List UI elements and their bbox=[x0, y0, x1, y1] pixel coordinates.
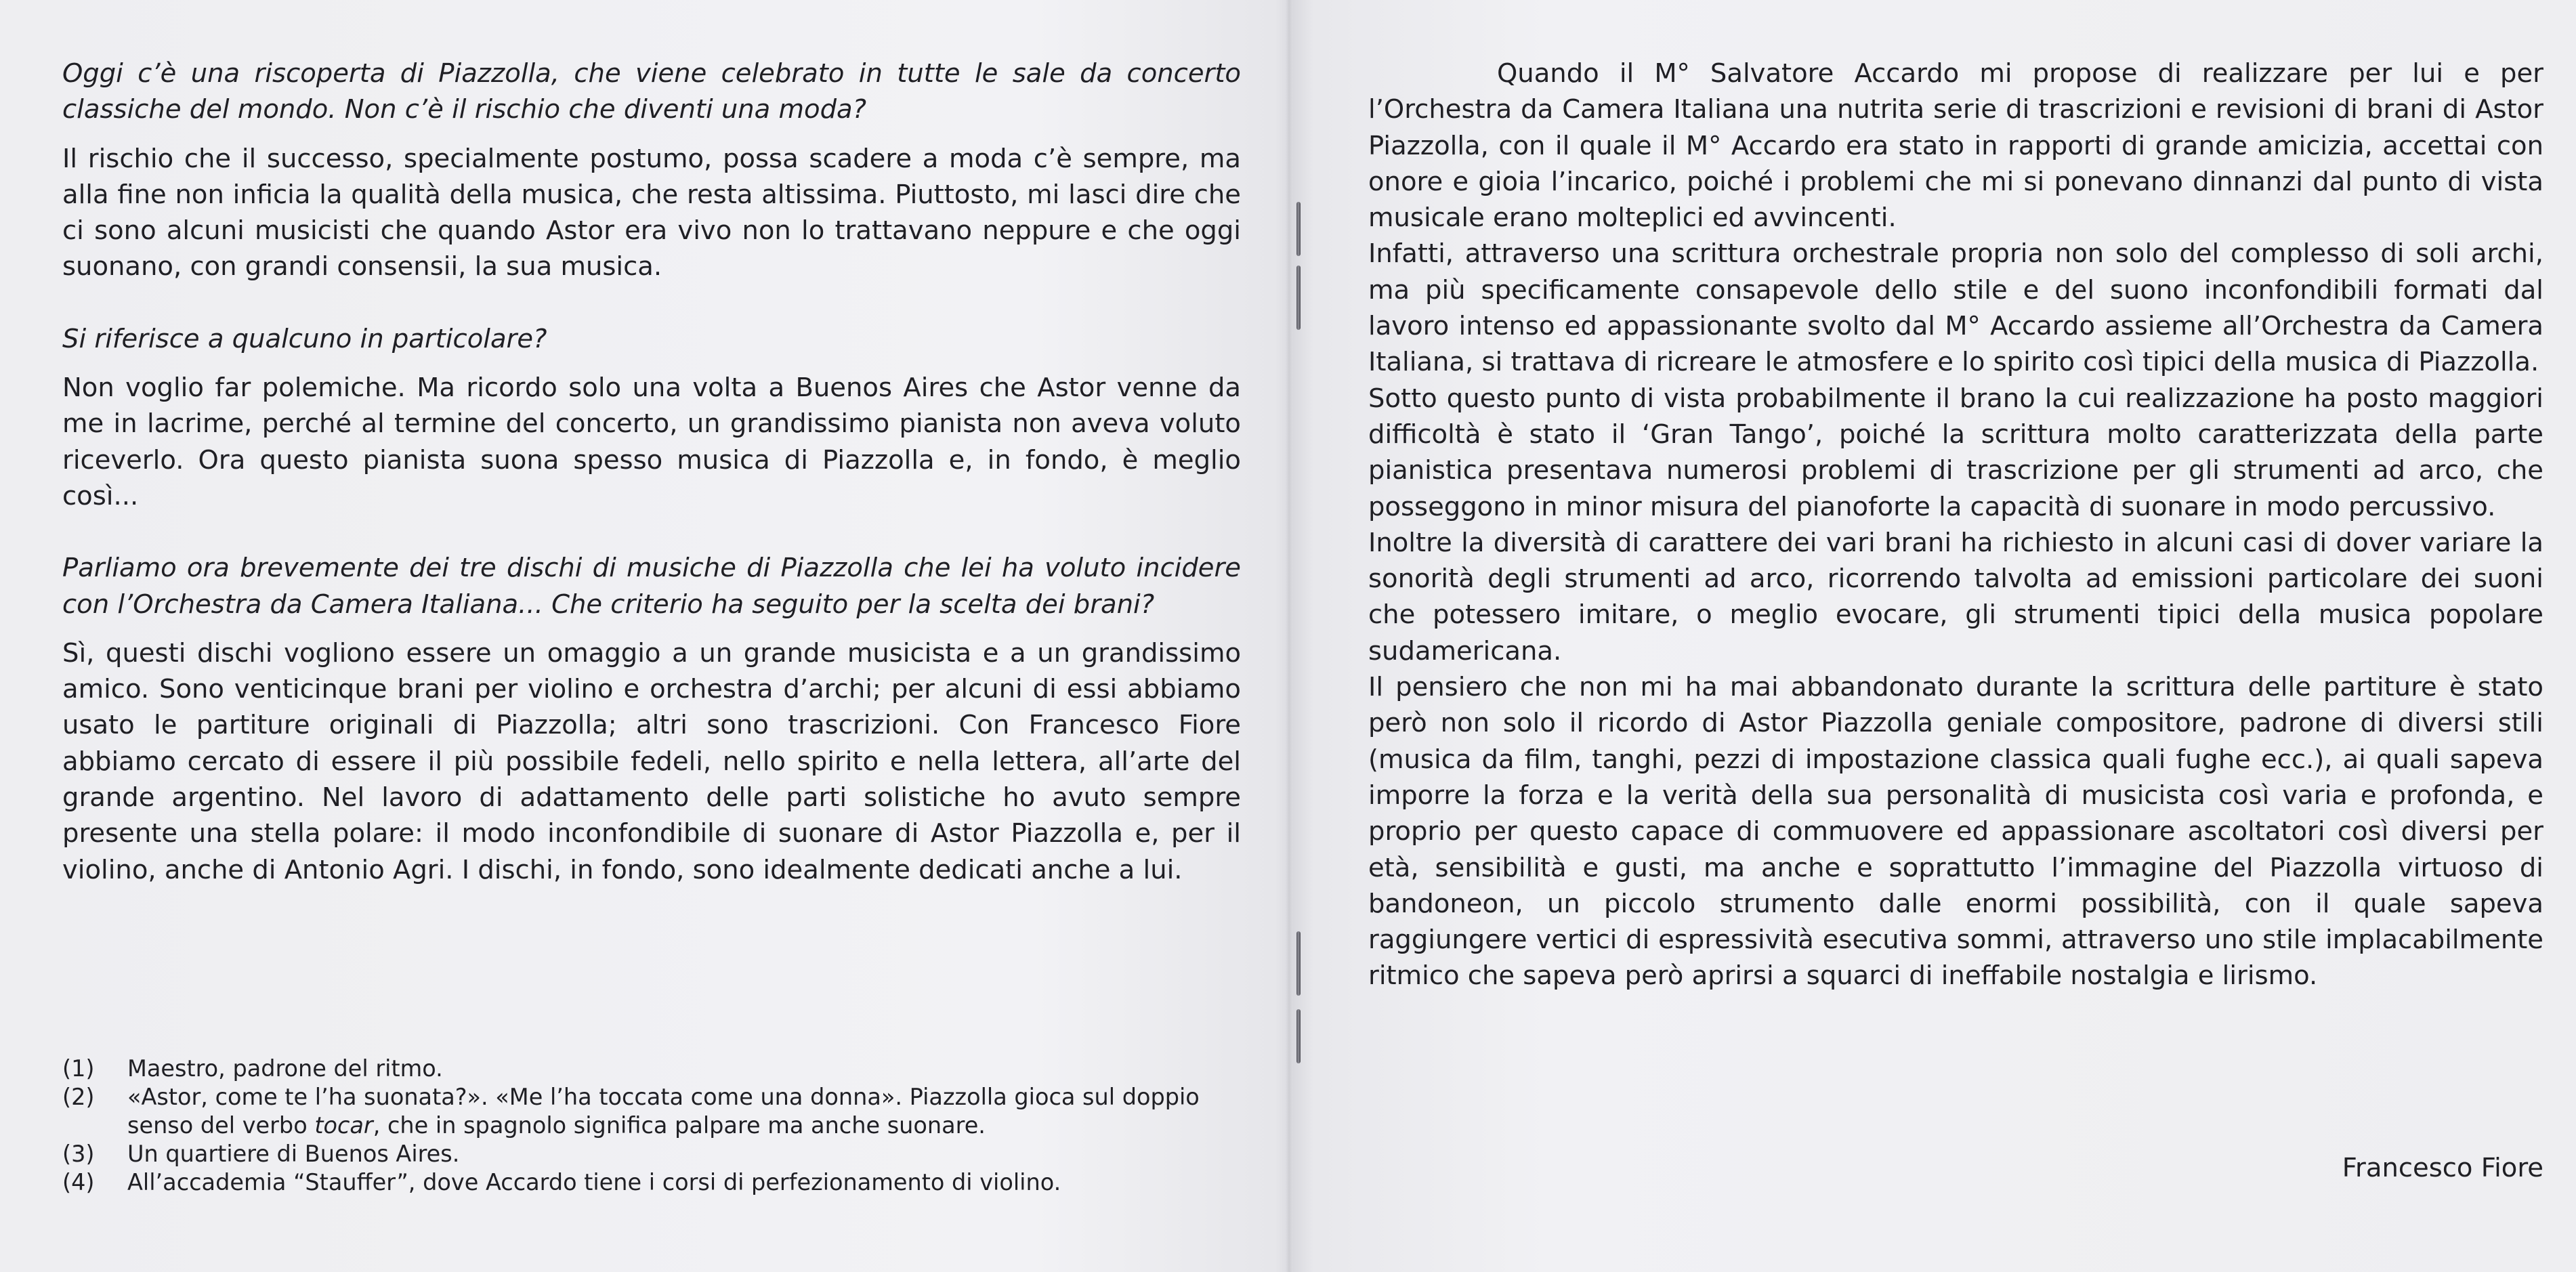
essay-paragraph-2: Infatti, attraverso una scrittura orchestrale propria non solo del complesso di soli archi, ma più specificamente consapevole dello stile e del suono inconfondibili formati dal lavoro intenso ed appassionante svolto dal M° Accardo assieme all’Orchestra da Camera Italiana, si trattava di ricreare le atmosfere e lo spirito così tipici della musica di Piazzolla. bbox=[1368, 238, 2543, 378]
footnote-text bbox=[127, 1083, 1254, 1140]
essay-paragraph-1: Quando il M° Salvatore Accardo mi propose di realizzare per lui e per l’Orchestra da Camera Italiana una nutrita serie di trascrizioni e revisioni di brani di Astor Piazzolla, con il quale il M° Accardo era stato in rapporti di grande amicizia, accettai con onore e gioia l’incarico, poiché i problemi che mi si ponevano dinnanzi dal punto di vista musicale erano molteplici ed avvincenti. bbox=[1368, 58, 2543, 234]
footnote-text-part: , che in spagnolo significa palpare ma anche suonare. bbox=[373, 1112, 986, 1139]
footnote-number: (4) bbox=[62, 1169, 95, 1195]
footnote-number: (3) bbox=[62, 1141, 95, 1167]
footnote-4 bbox=[62, 1168, 1254, 1197]
footnote-1 bbox=[62, 1055, 1254, 1083]
essay-paragraph-5: Il pensiero che non mi ha mai abbandonato durante la scrittura delle partiture è stato però non solo il ricordo di Astor Piazzolla geniale compositore, padrone di diversi stili (musica da film, tanghi, pezzi di impostazione classica quali fughe ecc.), ai quali sapeva imporre la forza e la verità della sua personalità di musicista così varia e profonda, e proprio per questo capace di commuovere ed appassionare ascoltatori così diversi per età, sensibilità e gusti, ma anche e soprattutto l’immagine del Piazzolla virtuoso di bandoneon, un piccolo strumento dalle enormi possibilità, con il quale sapeva raggiungere vertici di espressività esecutiva sommi, attraverso uno stile implacabilmente ritmico che sapeva però aprirsi a squarci di ineffabile nostalgia e lirismo. bbox=[1368, 672, 2543, 992]
interview-answer-3: Sì, questi dischi vogliono essere un omaggio a un grande musicista e a un grandissimo amico. Sono venticinque brani per violino e orchestra d’archi; per alcuni di essi abbiamo usato le partiture originali di Piazzolla; altri sono trascrizioni. Con Francesco Fiore abbiamo cercato di essere il più possibile fedeli, nello spirito e nella lettera, all’arte del grande argentino. Nel lavoro di adattamento delle parti solistiche ho avuto sempre presente una stella polare: il modo inconfondibile di suonare di Astor Piazzolla e, per il violino, anche di Antonio Agri. I dischi, in fondo, sono idealmente dedicati anche a lui. bbox=[62, 637, 1241, 885]
left-page bbox=[0, 0, 1287, 1272]
interview-answer-1: Il rischio che il successo, specialmente postumo, possa scadere a moda c’è sempre, ma alla fine non inficia la qualità della musica, che resta altissima. Piuttosto, mi lasci dire che ci sono alcuni musicisti che quando Astor era vivo non lo trattavano neppure e che oggi suonano, con grandi consensii, la sua musica. bbox=[62, 143, 1241, 282]
interview-question-3: Parliamo ora brevemente dei tre dischi di musiche di Piazzolla che lei ha voluto incidere con l’Orchestra da Camera Italiana... Che criterio ha seguito per la scelta dei brani? bbox=[62, 553, 1241, 620]
essay-section bbox=[1368, 56, 2543, 994]
footnote-emphasis: tocar bbox=[314, 1112, 373, 1139]
footnote-number: (2) bbox=[62, 1084, 95, 1110]
author-signature: Francesco Fiore bbox=[2342, 1153, 2543, 1183]
footnotes bbox=[62, 1055, 1254, 1197]
essay-paragraph-4: Inoltre la diversità di carattere dei vari brani ha richiesto in alcuni casi di dover variare la sonorità degli strumenti ad arco, ricorrendo talvolta ad emissioni particolare dei suoni che potessero imitare, o meglio evocare, gli strumenti tipici della musica popolare sudamericana. bbox=[1368, 527, 2543, 666]
footnote-text: All’accademia “Stauffer”, dove Accardo tiene i corsi di perfezionamento di violino. bbox=[127, 1169, 1061, 1195]
interview-answer-2: Non voglio far polemiche. Ma ricordo solo una volta a Buenos Aires che Astor venne da me in lacrime, perché al termine del concerto, un grandissimo pianista non aveva voluto riceverlo. Ora questo pianista suona spesso musica di Piazzolla e, in fondo, è meglio così... bbox=[62, 373, 1241, 511]
footnote-text-part: «Astor, come te l’ha suonata?». «Me l’ha toccata come una donna». Piazzolla gioca sul doppio senso del verbo bbox=[127, 1084, 1200, 1139]
footnote-number: (1) bbox=[62, 1055, 95, 1082]
interview-question-2: Si riferisce a qualcuno in particolare? bbox=[62, 323, 547, 354]
footnote-2 bbox=[62, 1083, 1254, 1140]
interview-question-1: Oggi c’è una riscoperta di Piazzolla, che viene celebrato in tutte le sale da concerto classiche del mondo. Non c’è il rischio che diventi una moda? bbox=[62, 58, 1241, 125]
footnote-text: Maestro, padrone del ritmo. bbox=[127, 1055, 443, 1082]
footnote-3 bbox=[62, 1140, 1254, 1168]
right-page bbox=[1290, 0, 2576, 1272]
essay-paragraph-3: Sotto questo punto di vista probabilmente il brano la cui realizzazione ha posto maggiori difficoltà è stato il ‘Gran Tango’, poiché la scrittura molto caratterizzata della parte pianistica presentava numerosi problemi di trascrizione per gli strumenti ad arco, che posseggono in minor misura del pianoforte la capacità di suonare in modo percussivo. bbox=[1368, 383, 2543, 522]
footnote-text: Un quartiere di Buenos Aires. bbox=[127, 1141, 460, 1167]
interview-section bbox=[62, 56, 1241, 924]
